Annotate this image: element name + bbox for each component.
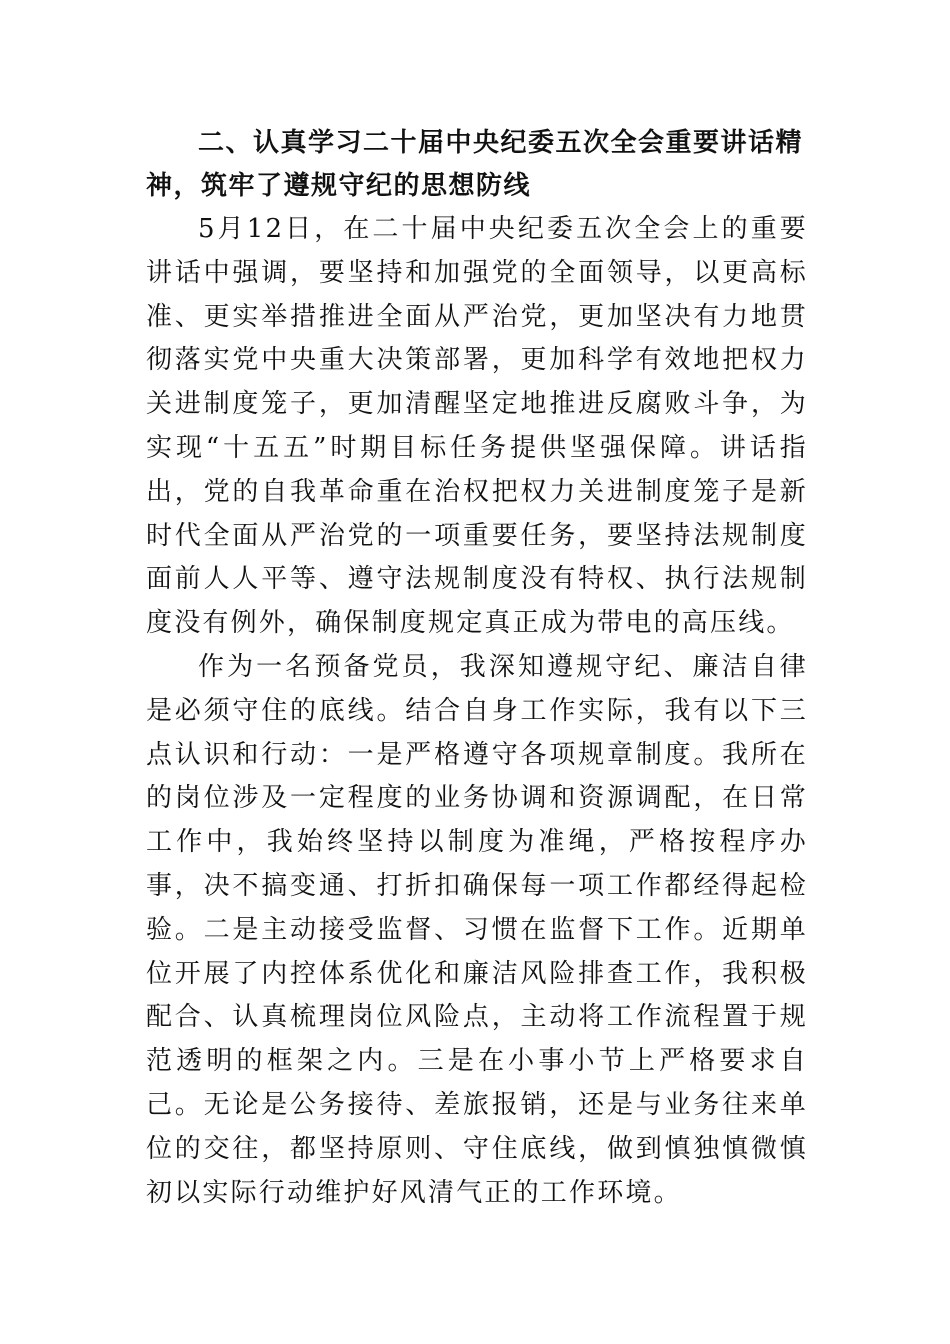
paragraph-2: 作为一名预备党员，我深知遵规守纪、廉洁自律是必须守住的底线。结合自身工作实际，我有以下三点认识和行动：一是严格遵守各项规章制度。我所在的岗位涉及一定程度的业务协调和资源调配，在日常工作中，我始终坚持以制度为准绳，严格按程序办事，决不搞变通、打折扣确保每一项工作都经得起检验。二是主动接受监督、习惯在监督下工作。近期单位开展了内控体系优化和廉洁风险排查工作，我积极配合、认真梳理岗位风险点，主动将工作流程置于规范透明的框架之内。三是在小事小节上严格要求自己。无论是公务接待、差旅报销，还是与业务往来单位的交往，都坚持原则、守住底线，做到慎独慎微慎初以实际行动维护好风清气正的工作环境。 — [146, 651, 808, 1208]
paragraph-1: 5月12日，在二十届中央纪委五次全会上的重要讲话中强调，要坚持和加强党的全面领导，以更高标准、更实举措推进全面从严治党，更加坚决有力地贯彻落实党中央重大决策部署，更加科学有效地把权力关进制度笼子，更加清醒坚定地推进反腐败斗争，为实现“十五五”时期目标任务提供坚强保障。讲话指出，党的自我革命重在治权把权力关进制度笼子是新时代全面从严治党的一项重要任务，要坚持法规制度面前人人平等、遵守法规制度没有特权、执行法规制度没有例外，确保制度规定真正成为带电的高压线。 — [146, 214, 808, 639]
document-body — [146, 122, 808, 1215]
section-heading: 二、认真学习二十届中央纪委五次全会重要讲话精神，筑牢了遵规守纪的思想防线 — [146, 128, 804, 201]
